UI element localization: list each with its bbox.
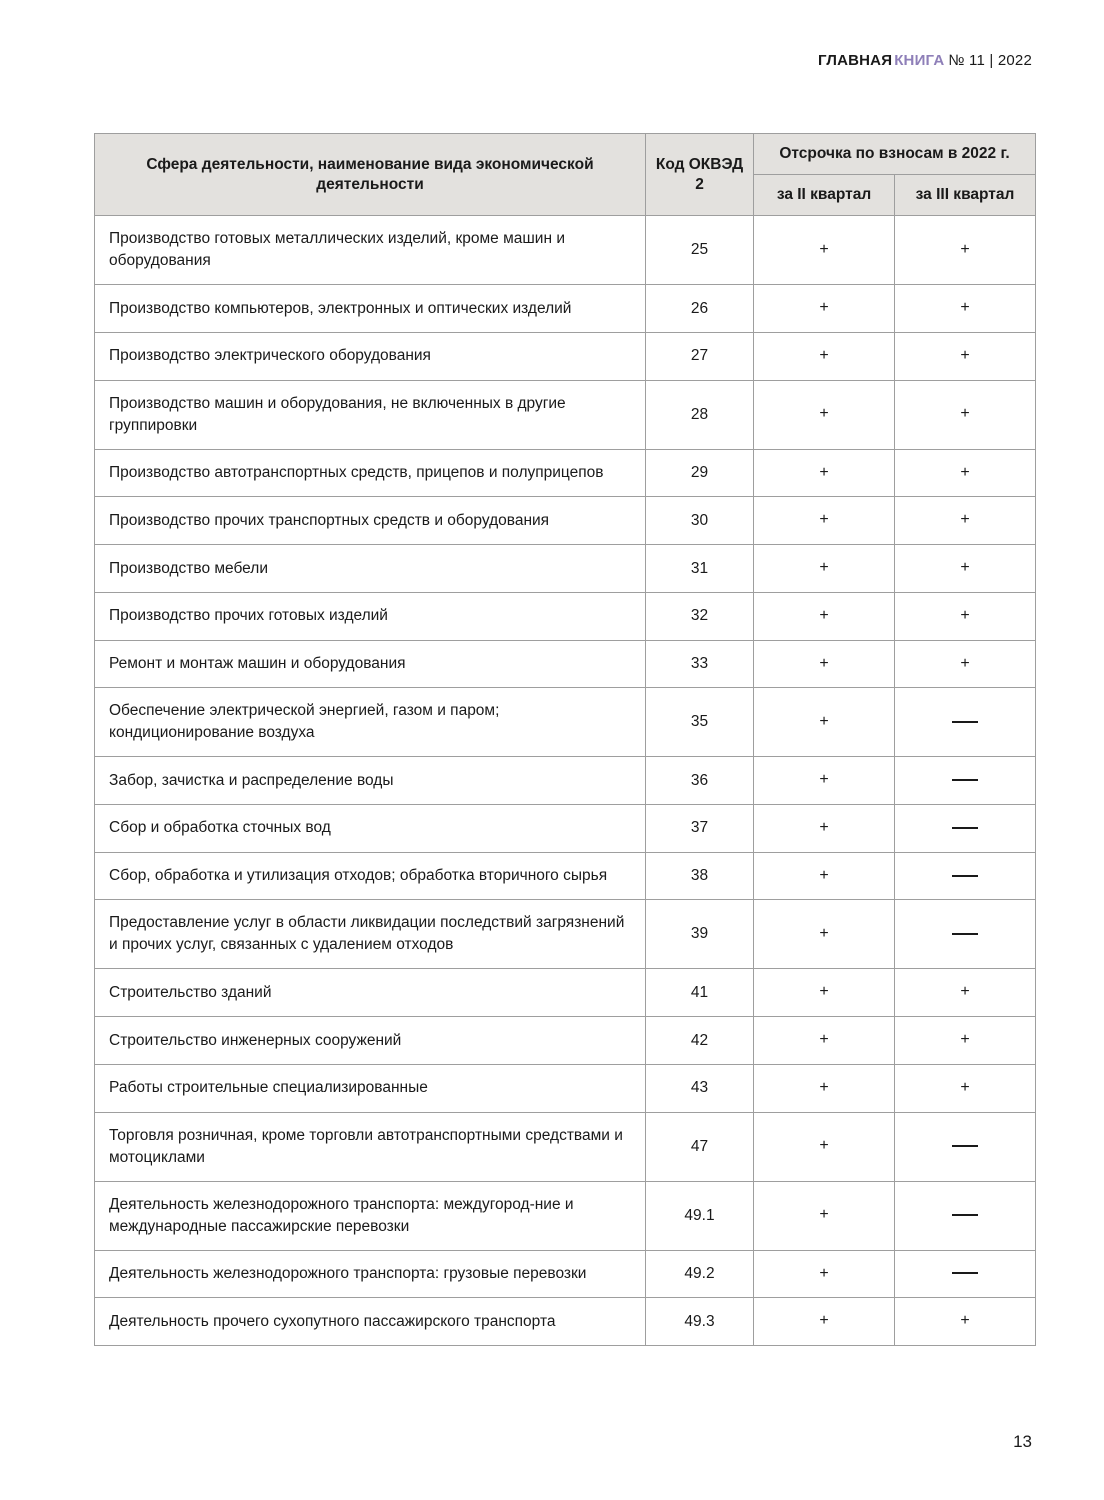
cell-code: 49.1: [646, 1181, 754, 1250]
cell-activity: Производство электрического оборудования: [95, 333, 646, 381]
dash-mark: [952, 779, 978, 781]
cell-code: 39: [646, 900, 754, 969]
brand-accent: КНИГА: [894, 52, 945, 69]
cell-q3-mark: +: [895, 969, 1036, 1017]
cell-code: 30: [646, 497, 754, 545]
cell-activity: Сбор и обработка сточных вод: [95, 805, 646, 853]
dash-mark: [952, 875, 978, 877]
cell-q3-mark: +: [895, 285, 1036, 333]
cell-q3-mark: +: [895, 1064, 1036, 1112]
cell-activity: Производство прочих транспортных средств и оборудования: [95, 497, 646, 545]
cell-q3-mark: +: [895, 380, 1036, 449]
cell-activity: Деятельность железнодорожного транспорта: междугород-ние и международные пассажирские перевозки: [95, 1181, 646, 1250]
cell-q2-mark: +: [754, 1181, 895, 1250]
table-row: [95, 757, 1036, 805]
cell-q2-mark: +: [754, 216, 895, 285]
cell-activity: Производство прочих готовых изделий: [95, 592, 646, 640]
table-row: [95, 333, 1036, 381]
cell-q2-mark: +: [754, 688, 895, 757]
cell-code: 49.3: [646, 1298, 754, 1346]
table-row: [95, 285, 1036, 333]
table-row: [95, 969, 1036, 1017]
table-head: [95, 134, 1036, 216]
cell-activity: Производство мебели: [95, 545, 646, 593]
table-row: [95, 380, 1036, 449]
cell-activity: Производство автотранспортных средств, прицепов и полуприцепов: [95, 449, 646, 497]
dash-mark: [952, 721, 978, 723]
cell-code: 35: [646, 688, 754, 757]
cell-q2-mark: +: [754, 285, 895, 333]
cell-activity: Производство компьютеров, электронных и оптических изделий: [95, 285, 646, 333]
activity-table: [94, 133, 1036, 1346]
cell-q2-mark: +: [754, 969, 895, 1017]
cell-activity: Производство готовых металлических изделий, кроме машин и оборудования: [95, 216, 646, 285]
cell-activity: Предоставление услуг в области ликвидации последствий загрязнений и прочих услуг, связанных с удалением отходов: [95, 900, 646, 969]
cell-activity: Сбор, обработка и утилизация отходов; обработка вторичного сырья: [95, 852, 646, 900]
cell-code: 33: [646, 640, 754, 688]
table-body: [95, 216, 1036, 1346]
cell-q2-mark: +: [754, 333, 895, 381]
cell-activity: Работы строительные специализированные: [95, 1064, 646, 1112]
cell-q2-mark: +: [754, 545, 895, 593]
cell-q2-mark: +: [754, 449, 895, 497]
cell-code: 37: [646, 805, 754, 853]
cell-code: 29: [646, 449, 754, 497]
cell-q3-mark: +: [895, 1298, 1036, 1346]
cell-q2-mark: +: [754, 1250, 895, 1298]
cell-q3-mark: +: [895, 592, 1036, 640]
cell-q2-mark: +: [754, 640, 895, 688]
issue-label: № 11 | 2022: [948, 52, 1032, 69]
table-row: [95, 640, 1036, 688]
cell-q3-mark: [895, 1250, 1036, 1298]
page-header: [818, 52, 1032, 69]
table-row: [95, 1298, 1036, 1346]
cell-q3-mark: +: [895, 497, 1036, 545]
cell-code: 41: [646, 969, 754, 1017]
cell-q3-mark: [895, 900, 1036, 969]
cell-q3-mark: +: [895, 640, 1036, 688]
cell-activity: Торговля розничная, кроме торговли автотранспортными средствами и мотоциклами: [95, 1112, 646, 1181]
cell-q3-mark: +: [895, 545, 1036, 593]
table-row: [95, 1250, 1036, 1298]
table-row: [95, 1181, 1036, 1250]
table-row: [95, 805, 1036, 853]
cell-q2-mark: +: [754, 757, 895, 805]
cell-code: 38: [646, 852, 754, 900]
table-row: [95, 688, 1036, 757]
header-activity: Сфера деятельности, наименование вида экономической деятельности: [95, 134, 646, 216]
cell-code: 47: [646, 1112, 754, 1181]
cell-activity: Производство машин и оборудования, не включенных в другие группировки: [95, 380, 646, 449]
cell-q2-mark: +: [754, 805, 895, 853]
header-row-primary: [95, 134, 1036, 175]
cell-q3-mark: +: [895, 333, 1036, 381]
cell-activity: Деятельность железнодорожного транспорта: грузовые перевозки: [95, 1250, 646, 1298]
cell-q3-mark: [895, 757, 1036, 805]
dash-mark: [952, 1145, 978, 1147]
header-quarter-3: за III квартал: [895, 175, 1036, 216]
activity-table-wrapper: [94, 133, 1035, 1346]
cell-q3-mark: +: [895, 1017, 1036, 1065]
table-row: [95, 592, 1036, 640]
cell-activity: Деятельность прочего сухопутного пассажирского транспорта: [95, 1298, 646, 1346]
cell-code: 25: [646, 216, 754, 285]
cell-code: 26: [646, 285, 754, 333]
cell-q2-mark: +: [754, 900, 895, 969]
cell-q2-mark: +: [754, 497, 895, 545]
cell-activity: Ремонт и монтаж машин и оборудования: [95, 640, 646, 688]
table-row: [95, 900, 1036, 969]
cell-activity: Обеспечение электрической энергией, газом и паром; кондиционирование воздуха: [95, 688, 646, 757]
table-row: [95, 449, 1036, 497]
cell-q2-mark: +: [754, 380, 895, 449]
cell-q2-mark: +: [754, 1017, 895, 1065]
cell-code: 28: [646, 380, 754, 449]
table-row: [95, 545, 1036, 593]
cell-activity: Строительство зданий: [95, 969, 646, 1017]
dash-mark: [952, 1214, 978, 1216]
cell-code: 32: [646, 592, 754, 640]
cell-q3-mark: +: [895, 449, 1036, 497]
table-row: [95, 1112, 1036, 1181]
cell-q2-mark: +: [754, 592, 895, 640]
cell-q3-mark: [895, 1112, 1036, 1181]
header-code: Код ОКВЭД 2: [646, 134, 754, 216]
cell-code: 43: [646, 1064, 754, 1112]
cell-code: 42: [646, 1017, 754, 1065]
dash-mark: [952, 933, 978, 935]
cell-q3-mark: [895, 805, 1036, 853]
cell-q3-mark: [895, 1181, 1036, 1250]
cell-q2-mark: +: [754, 1112, 895, 1181]
cell-code: 36: [646, 757, 754, 805]
cell-q2-mark: +: [754, 1064, 895, 1112]
table-row: [95, 1017, 1036, 1065]
cell-q3-mark: [895, 688, 1036, 757]
cell-activity: Строительство инженерных сооружений: [95, 1017, 646, 1065]
cell-code: 49.2: [646, 1250, 754, 1298]
cell-q2-mark: +: [754, 1298, 895, 1346]
dash-mark: [952, 827, 978, 829]
table-row: [95, 497, 1036, 545]
header-deferral: Отсрочка по взносам в 2022 г.: [754, 134, 1036, 175]
page-number: 13: [1013, 1432, 1032, 1451]
table-row: [95, 852, 1036, 900]
cell-activity: Забор, зачистка и распределение воды: [95, 757, 646, 805]
table-row: [95, 1064, 1036, 1112]
table-row: [95, 216, 1036, 285]
cell-code: 31: [646, 545, 754, 593]
cell-q3-mark: [895, 852, 1036, 900]
cell-q3-mark: +: [895, 216, 1036, 285]
dash-mark: [952, 1272, 978, 1274]
cell-code: 27: [646, 333, 754, 381]
brand-main: ГЛАВНАЯ: [818, 52, 893, 69]
cell-q2-mark: +: [754, 852, 895, 900]
header-quarter-2: за II квартал: [754, 175, 895, 216]
